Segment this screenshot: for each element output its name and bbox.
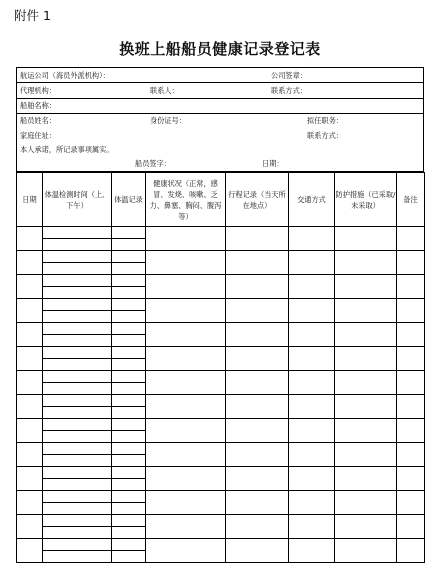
remarks-cell[interactable]: [397, 371, 425, 395]
itinerary-cell[interactable]: [226, 347, 289, 371]
itinerary-cell[interactable]: [226, 371, 289, 395]
temp-record-cell[interactable]: [112, 419, 146, 431]
crew-signature-label: 船员签字：: [135, 159, 171, 169]
transport-cell[interactable]: [289, 227, 335, 251]
position-label: 拟任职务：: [307, 116, 343, 126]
date-cell[interactable]: [17, 371, 43, 395]
date-cell[interactable]: [17, 539, 43, 563]
transport-cell[interactable]: [289, 275, 335, 299]
table-row: [17, 275, 425, 287]
temp-record-cell[interactable]: [112, 251, 146, 263]
remarks-cell[interactable]: [397, 347, 425, 371]
record-table: [16, 172, 425, 563]
date-cell[interactable]: [17, 299, 43, 323]
temp-time-cell[interactable]: [43, 275, 112, 287]
temp-time-cell[interactable]: [43, 335, 112, 347]
temp-record-cell[interactable]: [112, 527, 146, 539]
protection-cell[interactable]: [335, 299, 397, 323]
header-temp-time: 体温检测时间（上、下午）: [43, 173, 112, 227]
transport-cell[interactable]: [289, 419, 335, 443]
header-temp-record: 体温记录: [112, 173, 146, 227]
temp-record-cell[interactable]: [112, 275, 146, 287]
itinerary-cell[interactable]: [226, 227, 289, 251]
health-cell[interactable]: [146, 251, 226, 275]
date-cell[interactable]: [17, 347, 43, 371]
protection-cell[interactable]: [335, 443, 397, 467]
protection-cell[interactable]: [335, 491, 397, 515]
protection-cell[interactable]: [335, 467, 397, 491]
temp-time-cell[interactable]: [43, 287, 112, 299]
protection-cell[interactable]: [335, 251, 397, 275]
temp-record-cell[interactable]: [112, 431, 146, 443]
table-row: [17, 539, 425, 551]
info-row-promise: [17, 142, 423, 156]
itinerary-cell[interactable]: [226, 443, 289, 467]
transport-cell[interactable]: [289, 491, 335, 515]
health-cell[interactable]: [146, 467, 226, 491]
protection-cell[interactable]: [335, 419, 397, 443]
temp-time-cell[interactable]: [43, 299, 112, 311]
table-row: [17, 299, 425, 311]
temp-time-cell[interactable]: [43, 527, 112, 539]
temp-time-cell[interactable]: [43, 407, 112, 419]
id-number-label: 身份证号：: [150, 116, 186, 126]
transport-cell[interactable]: [289, 299, 335, 323]
protection-cell[interactable]: [335, 371, 397, 395]
info-row-crew: [17, 114, 423, 128]
table-row: [17, 443, 425, 455]
date-cell[interactable]: [17, 515, 43, 539]
temp-record-cell[interactable]: [112, 263, 146, 275]
contact-method-label: 联系方式：: [271, 85, 307, 95]
temp-record-cell[interactable]: [112, 227, 146, 239]
itinerary-cell[interactable]: [226, 467, 289, 491]
itinerary-cell[interactable]: [226, 515, 289, 539]
promise-text: 本人承诺，所记录事项属实。: [20, 144, 114, 154]
health-cell[interactable]: [146, 347, 226, 371]
address-label: 家庭住址：: [20, 130, 56, 140]
temp-time-cell[interactable]: [43, 347, 112, 359]
transport-cell[interactable]: [289, 395, 335, 419]
crew-name-label: 船员姓名：: [20, 116, 56, 126]
protection-cell[interactable]: [335, 227, 397, 251]
temp-record-cell[interactable]: [112, 239, 146, 251]
temp-record-cell[interactable]: [112, 299, 146, 311]
ship-name-label: 船舶名称：: [20, 101, 56, 111]
temp-time-cell[interactable]: [43, 443, 112, 455]
agency-label: 代理机构：: [20, 85, 56, 95]
remarks-cell[interactable]: [397, 227, 425, 251]
itinerary-cell[interactable]: [226, 323, 289, 347]
temp-time-cell[interactable]: [43, 551, 112, 563]
temp-record-cell[interactable]: [112, 503, 146, 515]
table-row: [17, 419, 425, 431]
temp-record-cell[interactable]: [112, 491, 146, 503]
protection-cell[interactable]: [335, 539, 397, 563]
company-seal-label: 公司签章：: [271, 70, 307, 80]
transport-cell[interactable]: [289, 515, 335, 539]
health-cell[interactable]: [146, 395, 226, 419]
temp-time-cell[interactable]: [43, 515, 112, 527]
temp-record-cell[interactable]: [112, 443, 146, 455]
protection-cell[interactable]: [335, 347, 397, 371]
itinerary-cell[interactable]: [226, 299, 289, 323]
temp-record-cell[interactable]: [112, 479, 146, 491]
info-section: [16, 67, 424, 172]
transport-cell[interactable]: [289, 347, 335, 371]
remarks-cell[interactable]: [397, 419, 425, 443]
temp-time-cell[interactable]: [43, 383, 112, 395]
health-cell[interactable]: [146, 299, 226, 323]
temp-time-cell[interactable]: [43, 395, 112, 407]
temp-record-cell[interactable]: [112, 323, 146, 335]
temp-record-cell[interactable]: [112, 551, 146, 563]
remarks-cell[interactable]: [397, 251, 425, 275]
itinerary-cell[interactable]: [226, 491, 289, 515]
header-protection: 防护措施（已采取/未采取）: [335, 173, 397, 227]
health-cell[interactable]: [146, 371, 226, 395]
temp-record-cell[interactable]: [112, 539, 146, 551]
table-header-row: [17, 173, 425, 227]
transport-cell[interactable]: [289, 443, 335, 467]
protection-cell[interactable]: [335, 515, 397, 539]
temp-time-cell[interactable]: [43, 227, 112, 239]
temp-record-cell[interactable]: [112, 407, 146, 419]
info-row-agency: [17, 83, 423, 98]
health-cell[interactable]: [146, 323, 226, 347]
transport-cell[interactable]: [289, 251, 335, 275]
temp-time-cell[interactable]: [43, 503, 112, 515]
date-cell[interactable]: [17, 491, 43, 515]
itinerary-cell[interactable]: [226, 395, 289, 419]
table-row: [17, 347, 425, 359]
attachment-label: 附件 1: [14, 8, 51, 23]
table-row: [17, 491, 425, 503]
health-cell[interactable]: [146, 491, 226, 515]
temp-time-cell[interactable]: [43, 263, 112, 275]
info-row-ship: [17, 99, 423, 114]
table-row: [17, 371, 425, 383]
header-date: 日期: [17, 173, 43, 227]
health-cell[interactable]: [146, 539, 226, 563]
info-row-signature: [17, 157, 423, 172]
header-health: 健康状况（正常，感冒、发烧、咳嗽、乏力、鼻塞、胸闷、腹泻等）: [146, 173, 226, 227]
date-cell[interactable]: [17, 251, 43, 275]
remarks-cell[interactable]: [397, 467, 425, 491]
temp-time-cell[interactable]: [43, 467, 112, 479]
temp-time-cell[interactable]: [43, 431, 112, 443]
date-cell[interactable]: [17, 275, 43, 299]
info-row-company: [17, 68, 423, 83]
temp-time-cell[interactable]: [43, 539, 112, 551]
remarks-cell[interactable]: [397, 539, 425, 563]
form-title: 换班上船船员健康记录登记表: [119, 40, 321, 58]
date-label: 日期：: [262, 159, 284, 169]
date-cell[interactable]: [17, 443, 43, 467]
remarks-cell[interactable]: [397, 515, 425, 539]
contact-person-label: 联系人：: [150, 85, 179, 95]
date-cell[interactable]: [17, 323, 43, 347]
date-cell[interactable]: [17, 395, 43, 419]
temp-time-cell[interactable]: [43, 371, 112, 383]
temp-time-cell[interactable]: [43, 359, 112, 371]
remarks-cell[interactable]: [397, 443, 425, 467]
transport-cell[interactable]: [289, 539, 335, 563]
date-cell[interactable]: [17, 419, 43, 443]
temp-time-cell[interactable]: [43, 239, 112, 251]
itinerary-cell[interactable]: [226, 539, 289, 563]
table-row: [17, 251, 425, 263]
contact-method-label-2: 联系方式：: [307, 130, 343, 140]
company-label: 航运公司（海员外派机构）：: [20, 70, 110, 80]
transport-cell[interactable]: [289, 323, 335, 347]
protection-cell[interactable]: [335, 275, 397, 299]
protection-cell[interactable]: [335, 395, 397, 419]
itinerary-cell[interactable]: [226, 419, 289, 443]
remarks-cell[interactable]: [397, 299, 425, 323]
date-cell[interactable]: [17, 227, 43, 251]
health-cell[interactable]: [146, 443, 226, 467]
temp-record-cell[interactable]: [112, 455, 146, 467]
table-row: [17, 323, 425, 335]
transport-cell[interactable]: [289, 467, 335, 491]
temp-record-cell[interactable]: [112, 359, 146, 371]
itinerary-cell[interactable]: [226, 251, 289, 275]
remarks-cell[interactable]: [397, 395, 425, 419]
temp-record-cell[interactable]: [112, 347, 146, 359]
table-row: [17, 395, 425, 407]
health-record-form: [16, 67, 424, 563]
temp-record-cell[interactable]: [112, 467, 146, 479]
table-row: [17, 467, 425, 479]
temp-record-cell[interactable]: [112, 287, 146, 299]
temp-record-cell[interactable]: [112, 395, 146, 407]
remarks-cell[interactable]: [397, 323, 425, 347]
temp-time-cell[interactable]: [43, 419, 112, 431]
temp-time-cell[interactable]: [43, 251, 112, 263]
health-cell[interactable]: [146, 515, 226, 539]
header-transport: 交通方式: [289, 173, 335, 227]
protection-cell[interactable]: [335, 323, 397, 347]
date-cell[interactable]: [17, 467, 43, 491]
header-itinerary: 行程记录（当天所在地点）: [226, 173, 289, 227]
info-row-address: [17, 128, 423, 142]
health-cell[interactable]: [146, 227, 226, 251]
temp-time-cell[interactable]: [43, 491, 112, 503]
temp-record-cell[interactable]: [112, 515, 146, 527]
temp-record-cell[interactable]: [112, 311, 146, 323]
temp-time-cell[interactable]: [43, 323, 112, 335]
itinerary-cell[interactable]: [226, 275, 289, 299]
temp-record-cell[interactable]: [112, 371, 146, 383]
temp-record-cell[interactable]: [112, 383, 146, 395]
transport-cell[interactable]: [289, 371, 335, 395]
temp-record-cell[interactable]: [112, 335, 146, 347]
table-row: [17, 515, 425, 527]
temp-time-cell[interactable]: [43, 311, 112, 323]
temp-time-cell[interactable]: [43, 455, 112, 467]
health-cell[interactable]: [146, 419, 226, 443]
table-row: [17, 227, 425, 239]
header-remarks: 备注: [397, 173, 425, 227]
temp-time-cell[interactable]: [43, 479, 112, 491]
remarks-cell[interactable]: [397, 491, 425, 515]
remarks-cell[interactable]: [397, 275, 425, 299]
health-cell[interactable]: [146, 275, 226, 299]
